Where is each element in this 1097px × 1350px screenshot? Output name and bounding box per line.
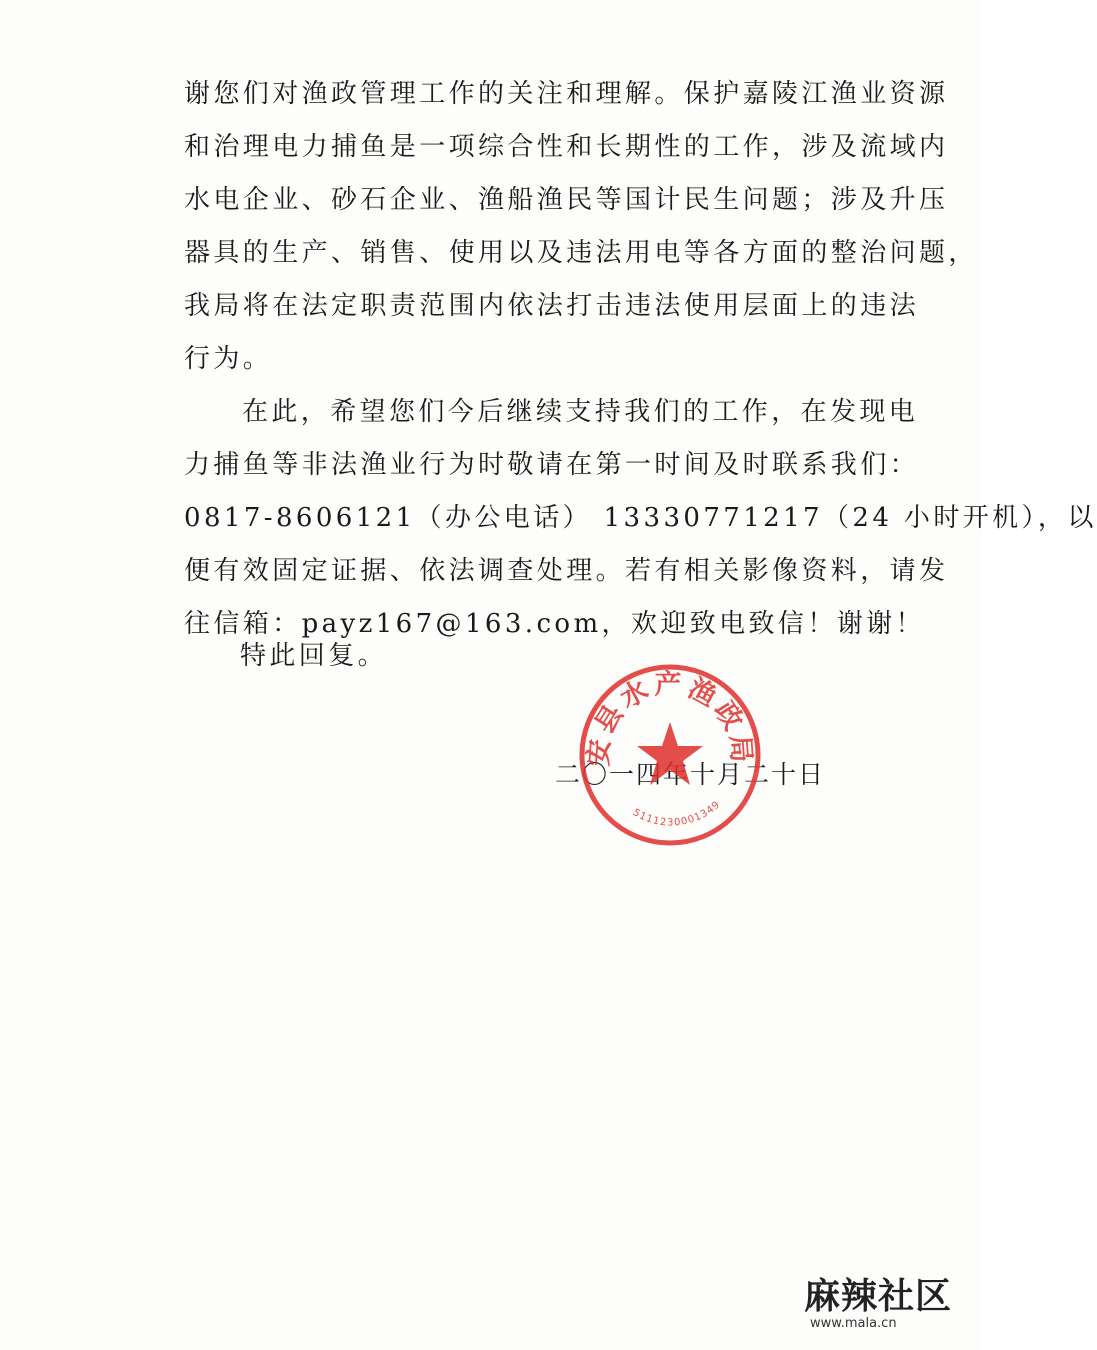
seal-text: 安县水产渔政局 (583, 669, 757, 768)
paragraph-2-line-2: 力捕鱼等非法渔业行为时敬请在第一时间及时联系我们： (184, 450, 920, 480)
official-seal-stamp (575, 660, 765, 850)
letter-body (184, 68, 1097, 651)
paragraph-1-line-1: 谢您们对渔政管理工作的关注和理解。保护嘉陵江渔业资源 (184, 79, 949, 109)
paragraph-1-line-6: 行为。 (184, 344, 273, 374)
paragraph-2-line-5: 往信箱：payz167@163.com，欢迎致电致信！谢谢！ (184, 609, 925, 639)
paragraph-1-line-4: 器具的生产、销售、使用以及违法用电等各方面的整治问题， (184, 238, 978, 268)
paragraph-2-line-4: 便有效固定证据、依法调查处理。若有相关影像资料，请发 (184, 556, 949, 586)
site-watermark (800, 1268, 970, 1340)
seal-code: 5111230001349 (630, 799, 723, 829)
seal-star-icon (637, 722, 703, 785)
paragraph-2-line-3: 0817-8606121（办公电话） 13330771217（24 小时开机），以 (184, 503, 1097, 533)
closing-remark: 特此回复。 (240, 641, 388, 671)
paragraph-1-line-5: 我局将在法定职责范围内依法打击违法使用层面上的违法 (184, 291, 920, 321)
letter-date: 二〇一四年十月二十日 (555, 760, 826, 789)
watermark-title: 麻辣社区 (804, 1276, 953, 1317)
paragraph-2-line-1: 在此，希望您们今后继续支持我们的工作，在发现电 (242, 397, 919, 427)
watermark-url: www.mala.cn (810, 1316, 897, 1331)
paragraph-1-line-3: 水电企业、砂石企业、渔船渔民等国计民生问题；涉及升压 (184, 185, 949, 215)
paragraph-1-line-2: 和治理电力捕鱼是一项综合性和长期性的工作，涉及流域内 (184, 132, 949, 162)
